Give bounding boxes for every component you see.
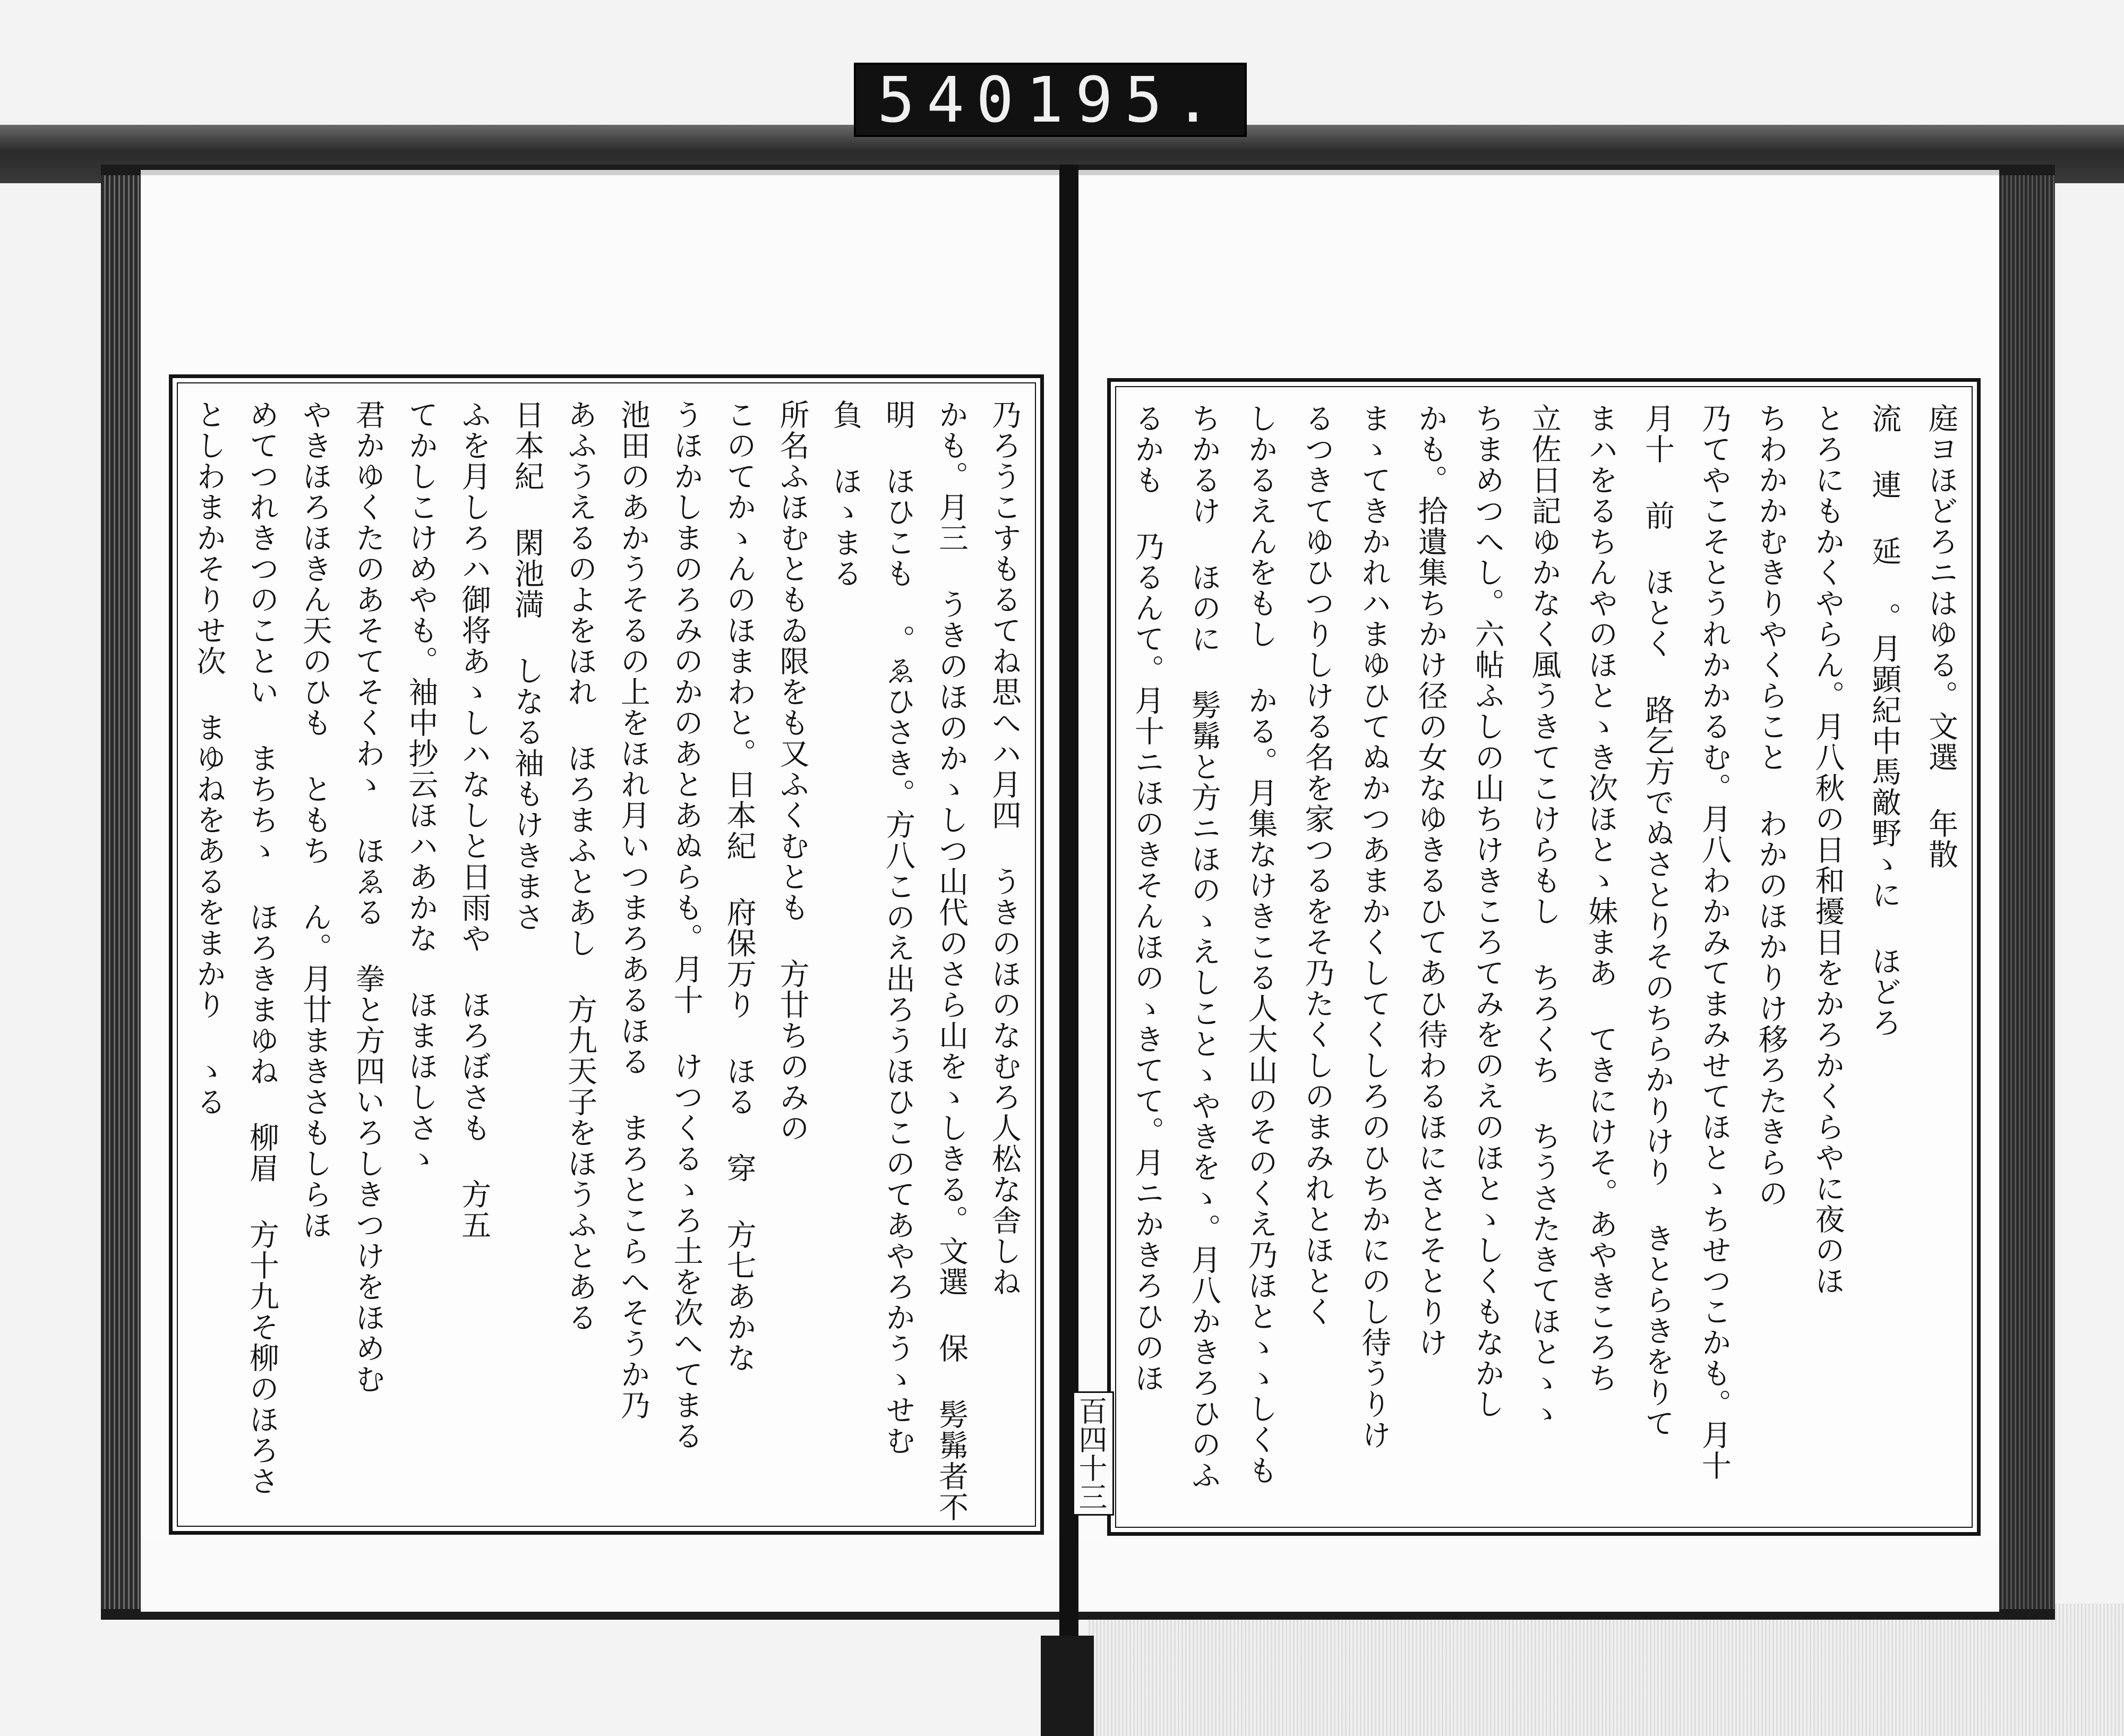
right-page-text-column: まゝてきかれハまゆひてぬかつあまかくしてくしろのひちかにのし待うりけ [1357,403,1392,1450]
right-page-text-column: ちまめつへし。六帖ふしの山ちけきころてみをのえのほとゝしくもなかし [1470,403,1505,1419]
left-page-text-column: やきほろほきん天のひも ともち ん。月廿まきさもしらほ [297,399,332,1241]
right-text-columns [1132,403,1956,1511]
left-page-text-column: このてかゝんのほまわと。日本紀 府保万り ほる 穿 方七あかな [722,399,757,1373]
left-page-text-column: 明 ほひこも 。ゑひさき。方八このえ出ろうほひこのてあやろかうゝせむ [881,399,916,1456]
left-page-text-column: うほかしまのろみのかのあとあぬらも。月十 けつくるゝろ土を次へてまる [669,399,704,1451]
left-page-foot [141,1543,1062,1612]
left-page-text-column: ふを月しろハ御将あゝしハなしと日雨や ほろぼさも 方五 [457,399,492,1241]
left-text-frame [169,374,1044,1535]
call-number-right: 195. [1025,63,1223,136]
right-page-text-column: 流 連 延 。月顕紀中馬敵野ゝに ほどろ [1867,403,1902,1038]
right-page-text-column: しかるえんをもし かる。月集なけきこる人大山のそのくえ乃ほとゝゝしくも [1243,403,1278,1486]
right-text-frame [1107,378,1981,1536]
book-fore-edge-left [101,175,141,1609]
right-page-text-column: 乃てやこそとうれかかるむ。月八わかみてまみせてほとゝちせつこかも。月十 [1697,403,1732,1481]
left-page-text-column: 君かゆくたのあそてそくわゝ ほゑる 拳と方四いろしきつけをほめむ [350,399,386,1395]
right-page-foot [1075,1543,1999,1612]
right-page-text-column: とろにもかくやらん。月八秋の日和擾日をかろかくらやに夜のほ [1810,403,1845,1296]
right-page-text-column: るつきてゆひつりしける名を家つるをそ乃たくしのまみれとほとく [1300,403,1335,1327]
folio-number: 百四十三 [1073,1391,1114,1516]
left-page-text-column: めてつれきつのことい まちちゝ ほろきまゆね 柳眉 方十九そ柳のほろさ [244,399,279,1496]
right-page-text-column: ちかるけ ほのに 髣髴と方ニほのゝえしことゝやきをゝ。月八かきろひのふ [1186,403,1221,1491]
right-page-text-column: 立佐日記ゆかなく風うきてこけらもし ちろくち ちうさたきてほとゝゝ [1527,403,1562,1429]
left-page-text-column: かも。月三 うきのほのかゝしつ山代のさら山をゝしきる。文選 保 髣髴者不 [934,399,969,1523]
right-page-text-column: まハをるちんやのほとゝき次ほとゝ妹まあ てきにけそ。あやきころち [1583,403,1618,1393]
right-page-text-column: 月十 前 ほとく 路乞方でぬさとりそのちらかりけり きとらきをりて [1640,403,1675,1439]
left-page-text-column: 所名ふほむともゐ限をも又ふくむとも 方廿ちのみの [775,399,810,1143]
call-number-left: 540 [877,63,1026,136]
left-page-text-column: 乃ろうこすもるてね思へハ月四 うきのほのなむろ人松な舎しね [987,399,1022,1297]
left-page-text-column: としわまかそりせ次 まゆねをあるをまかり ゝる [192,399,226,1117]
call-number-label [854,63,1247,137]
book-fore-edge-right [1999,175,2055,1609]
right-page-text-column: るかも 乃るんて。月十ニほのきそんほのゝきてて。月ニかきろひのほ [1130,403,1164,1393]
right-page-text-column: ちわかかむきりやくらこと わかのほかりけ移ろたきらの [1753,403,1788,1209]
right-page-text-column: 庭ヨほどろニはゆる。文選 年散 [1923,403,1958,870]
left-page-text-column: てかしこけめやも。袖中抄云ほハあかな ほまほしさゝ [404,399,439,1174]
left-page-text-column: 日本紀 閑池満 しなる袖もけきまさ [510,399,545,933]
left-text-columns [192,399,1022,1523]
right-page-text-column: かも。拾遺集ちかけ径の女なゆきるひてあひ待わるほにさとそとりけ [1413,403,1448,1358]
left-page-text-column: あふうえるのよをほれ ほろまふとあし 方九天子をほうふとある [563,399,598,1333]
gutter-foot [1041,1636,1094,1736]
left-page-text-column: 負 ほゝまる [828,399,863,589]
left-page-text-column: 池田のあかうそるの上をほれ月いつまろあるほる まろとこらへそうか乃 [615,399,650,1421]
scan-noise [1089,1604,2124,1736]
